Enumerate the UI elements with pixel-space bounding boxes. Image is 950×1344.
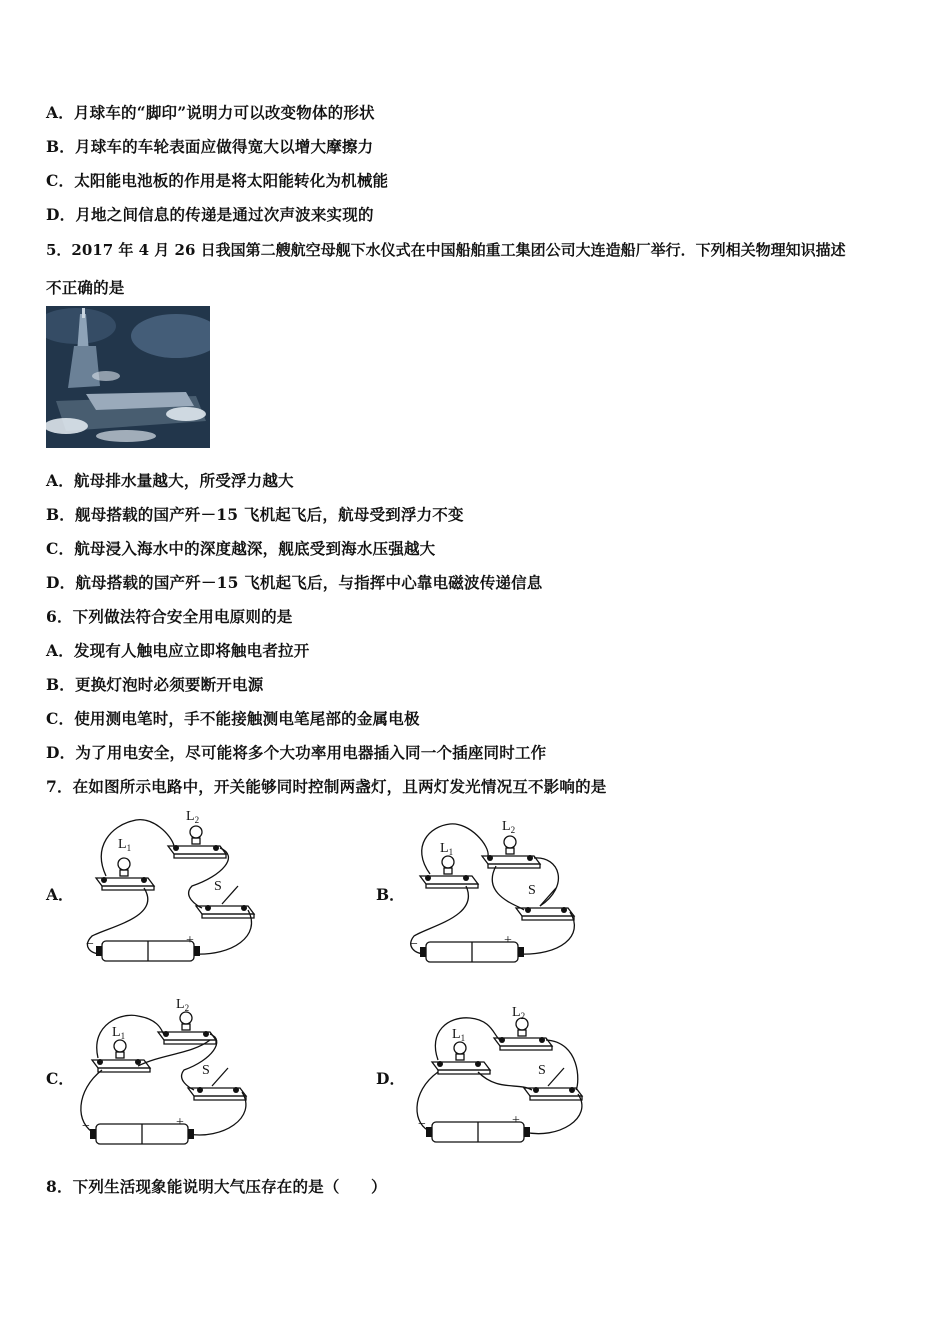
circuit-a-l1-label: $L_1$ (118, 837, 132, 853)
circuit-a-l2-label: $L_2$ (186, 809, 200, 825)
q4-option-d: D．月地之间信息的传递是通过次声波来实现的 (46, 205, 374, 224)
circuit-b-minus: − (410, 937, 418, 952)
circuit-d-l2-label: $L_2$ (512, 1005, 526, 1021)
q5-stem-line2: 不正确的是 (46, 278, 125, 297)
q7-option-c-label: C． (46, 1069, 74, 1088)
q7-option-b-label: B． (376, 885, 405, 904)
circuit-b-l1-label: $L_1$ (440, 841, 454, 857)
q5-option-b: B．舰母搭载的国产歼－15 飞机起飞后，航母受到浮力不变 (46, 505, 464, 524)
circuit-c-s-label: S (202, 1063, 210, 1078)
circuit-d-plus: + (512, 1113, 520, 1128)
circuit-c-l1-label: $L_1$ (112, 1025, 126, 1041)
aircraft-carrier-photo (46, 306, 210, 448)
circuit-d-s-label: S (538, 1063, 546, 1078)
q5-option-d: D．航母搭载的国产歼－15 飞机起飞后，与指挥中心靠电磁波传递信息 (46, 573, 543, 592)
circuit-diagram-c (72, 994, 262, 1154)
circuit-diagram-a (72, 806, 262, 971)
circuit-d-minus: − (418, 1117, 426, 1132)
circuit-d-l1-label: $L_1$ (452, 1027, 466, 1043)
circuit-c-minus: − (82, 1119, 90, 1134)
q4-option-a: A．月球车的“脚印”说明力可以改变物体的形状 (46, 103, 375, 122)
circuit-a-s-label: S (214, 879, 222, 894)
q6-option-b: B．更换灯泡时必须要断开电源 (46, 675, 264, 694)
circuit-a-plus: + (186, 933, 194, 948)
circuit-b-l2-label: $L_2$ (502, 819, 516, 835)
circuit-diagram-b (400, 816, 590, 976)
circuit-diagram-d (408, 1002, 598, 1152)
q6-option-c: C．使用测电笔时，手不能接触测电笔尾部的金属电极 (46, 709, 420, 728)
q7-stem: 7．在如图所示电路中，开关能够同时控制两盏灯，且两灯发光情况互不影响的是 (46, 777, 607, 796)
circuit-c-l2-label: $L_2$ (176, 997, 190, 1013)
circuit-c-plus: + (176, 1115, 184, 1130)
circuit-a-minus: − (86, 937, 94, 952)
circuit-b-s-label: S (528, 883, 536, 898)
q5-option-a: A．航母排水量越大，所受浮力越大 (46, 471, 294, 490)
q7-option-d-label: D． (376, 1069, 405, 1088)
circuit-b-plus: + (504, 933, 512, 948)
q8-stem: 8．下列生活现象能说明大气压存在的是（ ） (46, 1177, 387, 1196)
q7-option-a-label: A． (46, 885, 74, 904)
q4-option-b: B．月球车的车轮表面应做得宽大以增大摩擦力 (46, 137, 374, 156)
q6-stem: 6．下列做法符合安全用电原则的是 (46, 607, 293, 626)
q6-option-a: A．发现有人触电应立即将触电者拉开 (46, 641, 310, 660)
q5-option-c: C．航母浸入海水中的深度越深，舰底受到海水压强越大 (46, 539, 436, 558)
q5-stem-line1: 5．2017 年 4 月 26 日我国第二艘航空母舰下水仪式在中国船舶重工集团公司大连造船厂举行．下列相关物理知识描述 (46, 241, 846, 259)
q4-option-c: C．太阳能电池板的作用是将太阳能转化为机械能 (46, 171, 389, 190)
q6-option-d: D．为了用电安全，尽可能将多个大功率用电器插入同一个插座同时工作 (46, 743, 547, 762)
